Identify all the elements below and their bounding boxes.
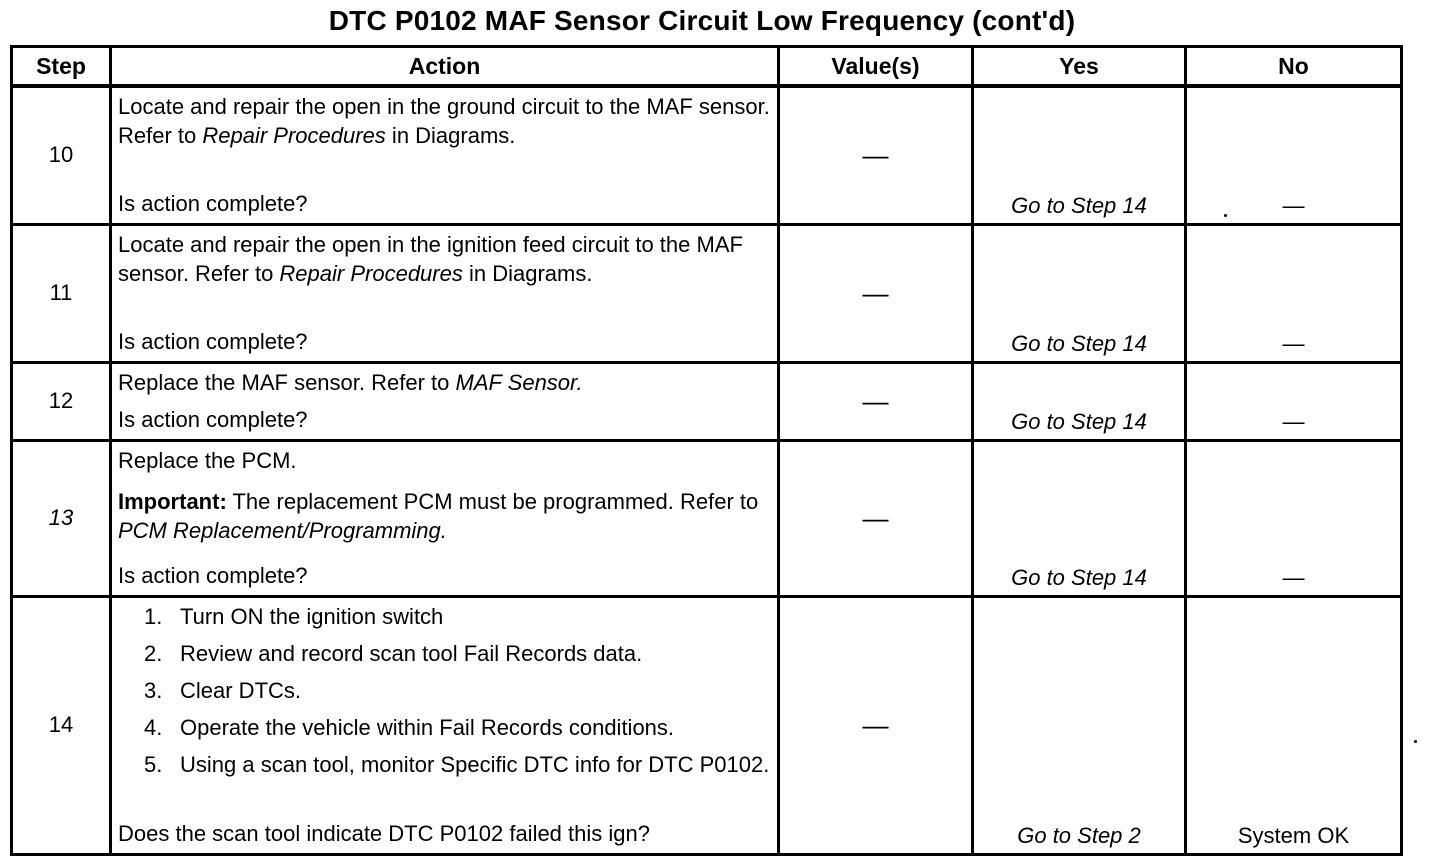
- step-number: 13: [12, 440, 111, 596]
- step-number: 11: [12, 224, 111, 362]
- step-number: 12: [12, 362, 111, 440]
- list-item: 4. Operate the vehicle within Fail Records conditions.: [144, 714, 675, 740]
- action-cell: [111, 440, 779, 596]
- page-title: DTC P0102 MAF Sensor Circuit Low Frequency (cont'd): [328, 5, 1076, 36]
- dtc-table: [10, 45, 1403, 856]
- action-text: Replace the PCM.: [118, 447, 297, 473]
- step-number: 10: [12, 86, 111, 224]
- header-no: No: [1186, 47, 1402, 87]
- action-question: Does the scan tool indicate DTC P0102 failed this ign?: [118, 820, 650, 846]
- list-item: 1. Turn ON the ignition switch: [144, 603, 444, 629]
- action-question: Is action complete?: [118, 562, 308, 588]
- header-action: Action: [111, 47, 779, 87]
- list-item: 3. Clear DTCs.: [144, 677, 302, 703]
- yes-cell: Go to Step 14: [973, 224, 1186, 362]
- table-row: [12, 362, 1402, 440]
- list-item: 5. Using a scan tool, monitor Specific DTC info for DTC P0102.: [144, 751, 770, 777]
- value-cell: —: [779, 224, 973, 362]
- action-cell: [111, 224, 779, 362]
- scan-speck: [1224, 214, 1227, 217]
- action-question: Is action complete?: [118, 328, 308, 354]
- no-cell: System OK: [1186, 596, 1402, 854]
- list-item: 2. Review and record scan tool Fail Records data.: [144, 640, 643, 666]
- yes-cell: Go to Step 14: [973, 362, 1186, 440]
- action-cell: [111, 86, 779, 224]
- table-row: [12, 440, 1402, 596]
- action-text: Locate and repair the open in the ground circuit to the MAF sensor. Refer to Repair Procedures in Diagrams.: [118, 94, 770, 148]
- scan-speck: [1414, 740, 1417, 743]
- yes-cell: Go to Step 14: [973, 86, 1186, 224]
- table-row: [12, 596, 1402, 854]
- no-cell: —: [1186, 362, 1402, 440]
- value-cell: —: [779, 362, 973, 440]
- substep-list: [118, 602, 771, 779]
- value-cell: —: [779, 86, 973, 224]
- action-text: Replace the MAF sensor. Refer to MAF Sensor.: [118, 369, 583, 395]
- table-header-row: [12, 47, 1402, 87]
- table-row: [12, 86, 1402, 224]
- important-note: Important: The replacement PCM must be programmed. Refer to PCM Replacement/Programming.: [118, 488, 759, 543]
- action-question: Is action complete?: [118, 406, 308, 432]
- header-yes: Yes: [973, 47, 1186, 87]
- action-text: Locate and repair the open in the ignition feed circuit to the MAF sensor. Refer to Repair Procedures in Diagrams.: [118, 231, 743, 286]
- no-cell: —: [1186, 224, 1402, 362]
- value-cell: —: [779, 596, 973, 854]
- step-number: 14: [12, 596, 111, 854]
- yes-cell: Go to Step 2: [973, 596, 1186, 854]
- value-cell: —: [779, 440, 973, 596]
- action-cell: [111, 362, 779, 440]
- yes-cell: Go to Step 14: [973, 440, 1186, 596]
- no-cell: —: [1186, 440, 1402, 596]
- action-question: Is action complete?: [118, 191, 308, 216]
- action-cell: [111, 596, 779, 854]
- table-row: [12, 224, 1402, 362]
- header-step: Step: [12, 47, 111, 87]
- no-cell: —: [1186, 86, 1402, 224]
- header-values: Value(s): [779, 47, 973, 87]
